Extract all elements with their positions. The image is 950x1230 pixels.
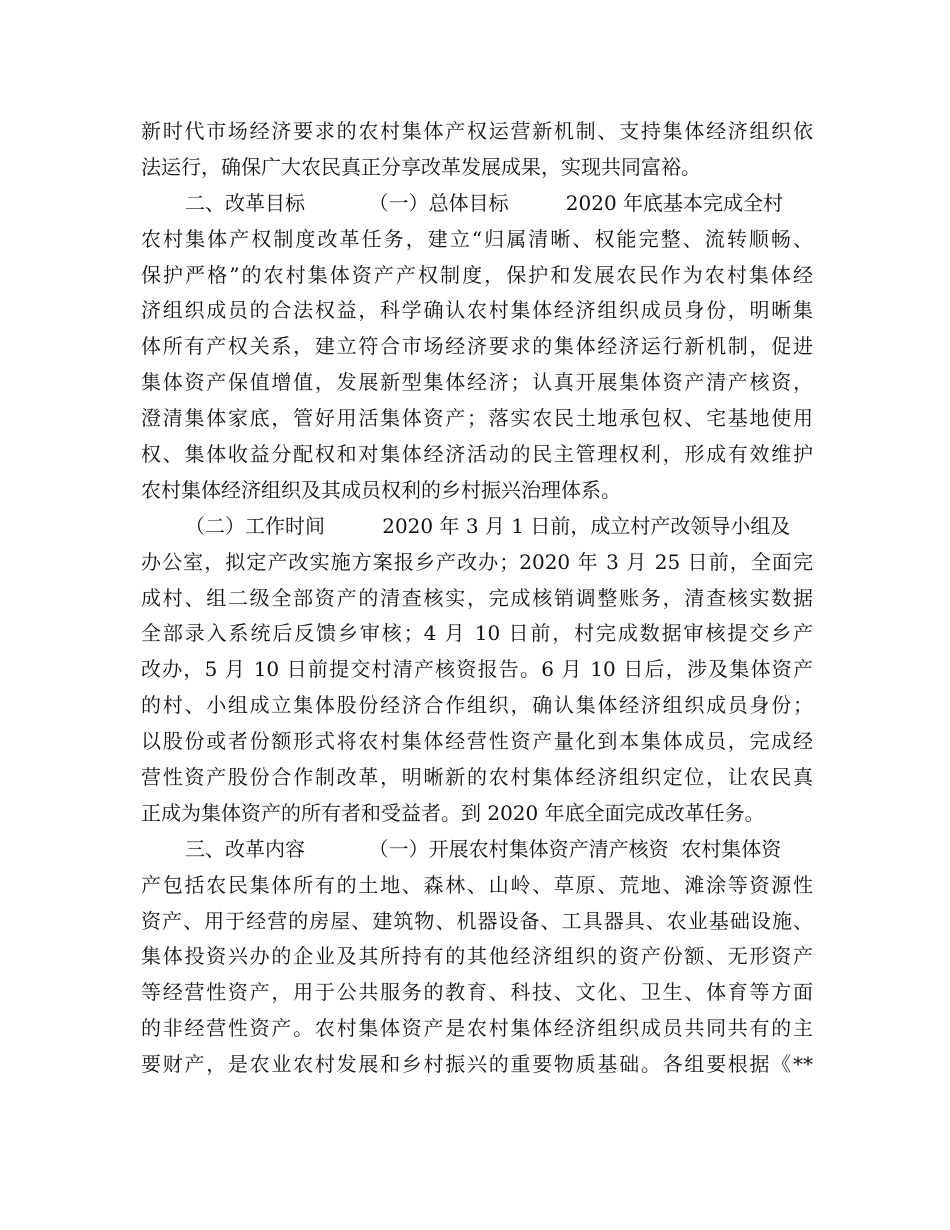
- document-body: [141, 114, 813, 1083]
- text-line: 集体资产保值增值，发展新型集体经济；认真开展集体资产清产核资，: [141, 370, 813, 395]
- text-line: 体所有产权关系，建立符合市场经济要求的集体经济运行新机制，促进: [141, 334, 813, 359]
- text-line: 的非经营性资产。农村集体资产是农村集体经济组织成员共同共有的主: [141, 1016, 813, 1041]
- text-line: 澄清集体家底，管好用活集体资产；落实农民土地承包权、宅基地使用: [141, 406, 813, 431]
- text-line: 农村集体产权制度改革任务，建立“归属清晰、权能完整、流转顺畅、: [141, 226, 813, 251]
- text-line: 营性资产股份合作制改革，明晰新的农村集体经济组织定位，让农民真: [141, 765, 813, 790]
- text-line: 以股份或者份额形式将农村集体经营性资产量化到本集体成员，完成经: [141, 729, 813, 754]
- text-line: 正成为集体资产的所有者和受益者。到 2020 年底全面完成改革任务。: [141, 800, 765, 825]
- text-line: 济组织成员的合法权益，科学确认农村集体经济组织成员身份，明晰集: [141, 298, 813, 323]
- text-line: 改办，5 月 10 日前提交村清产核资报告。6 月 10 日后，涉及集体资产: [141, 657, 813, 682]
- text-line: 权、集体收益分配权和对集体经济活动的民主管理权利，形成有效维护: [141, 442, 813, 467]
- text-line: 全部录入系统后反馈乡审核；4 月 10 日前，村完成数据审核提交乡产: [141, 621, 813, 646]
- text-line: 产包括农民集体所有的土地、森林、山岭、草原、荒地、滩涂等资源性: [141, 872, 813, 897]
- text-line: 资产、用于经营的房屋、建筑物、机器设备、工具器具、农业基础设施、: [141, 908, 813, 933]
- text-line: 的村、小组成立集体股份经济合作组织，确认集体经济组织成员身份；: [141, 693, 813, 718]
- section-heading-line: （二）工作时间 2020 年 3 月 1 日前，成立村产改领导小组及: [185, 513, 791, 538]
- text-line: 集体投资兴办的企业及其所持有的其他经济组织的资产份额、无形资产: [141, 944, 813, 969]
- text-line: 新时代市场经济要求的农村集体产权运营新机制、支持集体经济组织依: [141, 119, 813, 143]
- section-heading-line: 二、改革目标 （一）总体目标 2020 年底基本完成全村: [185, 190, 784, 215]
- section-heading-line: 三、改革内容 （一）开展农村集体资产清产核资 农村集体资: [185, 836, 782, 861]
- text-line: 要财产，是农业农村发展和乡村振兴的重要物质基础。各组要根据《**: [141, 1052, 813, 1077]
- text-line: 办公室，拟定产改实施方案报乡产改办；2020 年 3 月 25 日前，全面完: [141, 549, 813, 574]
- text-line: 法运行，确保广大农民真正分享改革发展成果，实现共同富裕。: [141, 154, 701, 179]
- text-line: 成村、组二级全部资产的清查核实，完成核销调整账务，清查核实数据: [141, 585, 813, 610]
- text-line: 保护严格”的农村集体资产产权制度，保护和发展农民作为农村集体经: [141, 262, 813, 287]
- text-line: 农村集体经济组织及其成员权利的乡村振兴治理体系。: [141, 477, 621, 502]
- text-line: 等经营性资产，用于公共服务的教育、科技、文化、卫生、体育等方面: [141, 980, 813, 1005]
